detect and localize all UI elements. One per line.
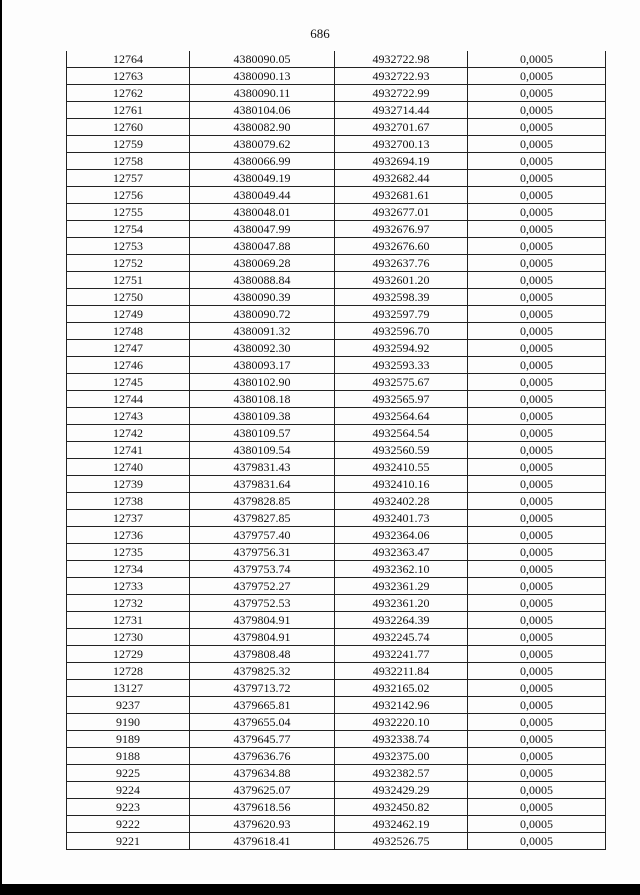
table-row xyxy=(67,187,606,204)
y-coordinate-cell: 4932714.44 xyxy=(335,102,468,119)
point-id-cell: 12733 xyxy=(67,578,190,595)
table-row xyxy=(67,459,606,476)
point-id-cell: 12759 xyxy=(67,136,190,153)
value-cell: 0,0005 xyxy=(468,374,606,391)
table-row xyxy=(67,493,606,510)
value-cell: 0,0005 xyxy=(468,323,606,340)
table-row xyxy=(67,357,606,374)
y-coordinate-cell: 4932575.67 xyxy=(335,374,468,391)
table-row xyxy=(67,272,606,289)
value-cell: 0,0005 xyxy=(468,340,606,357)
value-cell: 0,0005 xyxy=(468,646,606,663)
value-cell: 0,0005 xyxy=(468,51,606,68)
x-coordinate-cell: 4379753.74 xyxy=(190,561,335,578)
value-cell: 0,0005 xyxy=(468,119,606,136)
x-coordinate-cell: 4379804.91 xyxy=(190,612,335,629)
point-id-cell: 12751 xyxy=(67,272,190,289)
table-row xyxy=(67,731,606,748)
value-cell: 0,0005 xyxy=(468,799,606,816)
y-coordinate-cell: 4932564.54 xyxy=(335,425,468,442)
table-row xyxy=(67,85,606,102)
value-cell: 0,0005 xyxy=(468,425,606,442)
y-coordinate-cell: 4932410.16 xyxy=(335,476,468,493)
value-cell: 0,0005 xyxy=(468,765,606,782)
x-coordinate-cell: 4379808.48 xyxy=(190,646,335,663)
scan-left-border xyxy=(0,0,2,895)
x-coordinate-cell: 4380090.13 xyxy=(190,68,335,85)
value-cell: 0,0005 xyxy=(468,153,606,170)
y-coordinate-cell: 4932694.19 xyxy=(335,153,468,170)
point-id-cell: 12755 xyxy=(67,204,190,221)
table-row xyxy=(67,612,606,629)
point-id-cell: 12752 xyxy=(67,255,190,272)
table-row xyxy=(67,323,606,340)
x-coordinate-cell: 4379645.77 xyxy=(190,731,335,748)
point-id-cell: 12741 xyxy=(67,442,190,459)
y-coordinate-cell: 4932450.82 xyxy=(335,799,468,816)
x-coordinate-cell: 4380092.30 xyxy=(190,340,335,357)
table-row xyxy=(67,663,606,680)
value-cell: 0,0005 xyxy=(468,102,606,119)
y-coordinate-cell: 4932364.06 xyxy=(335,527,468,544)
y-coordinate-cell: 4932681.61 xyxy=(335,187,468,204)
point-id-cell: 9237 xyxy=(67,697,190,714)
y-coordinate-cell: 4932700.13 xyxy=(335,136,468,153)
y-coordinate-cell: 4932676.97 xyxy=(335,221,468,238)
x-coordinate-cell: 4380047.88 xyxy=(190,238,335,255)
table-row xyxy=(67,833,606,850)
x-coordinate-cell: 4379618.41 xyxy=(190,833,335,850)
point-id-cell: 12758 xyxy=(67,153,190,170)
table-row xyxy=(67,391,606,408)
value-cell: 0,0005 xyxy=(468,221,606,238)
point-id-cell: 9190 xyxy=(67,714,190,731)
x-coordinate-cell: 4379620.93 xyxy=(190,816,335,833)
scan-bottom-border xyxy=(0,884,640,895)
y-coordinate-cell: 4932564.64 xyxy=(335,408,468,425)
y-coordinate-cell: 4932361.20 xyxy=(335,595,468,612)
point-id-cell: 9221 xyxy=(67,833,190,850)
table-row xyxy=(67,527,606,544)
x-coordinate-cell: 4379831.64 xyxy=(190,476,335,493)
value-cell: 0,0005 xyxy=(468,680,606,697)
point-id-cell: 12761 xyxy=(67,102,190,119)
x-coordinate-cell: 4380066.99 xyxy=(190,153,335,170)
point-id-cell: 12760 xyxy=(67,119,190,136)
x-coordinate-cell: 4380104.06 xyxy=(190,102,335,119)
point-id-cell: 12737 xyxy=(67,510,190,527)
point-id-cell: 12735 xyxy=(67,544,190,561)
table-row xyxy=(67,425,606,442)
value-cell: 0,0005 xyxy=(468,544,606,561)
point-id-cell: 9223 xyxy=(67,799,190,816)
y-coordinate-cell: 4932593.33 xyxy=(335,357,468,374)
x-coordinate-cell: 4380049.19 xyxy=(190,170,335,187)
x-coordinate-cell: 4380093.17 xyxy=(190,357,335,374)
x-coordinate-cell: 4380090.05 xyxy=(190,51,335,68)
x-coordinate-cell: 4380090.39 xyxy=(190,289,335,306)
value-cell: 0,0005 xyxy=(468,510,606,527)
value-cell: 0,0005 xyxy=(468,527,606,544)
table-row xyxy=(67,102,606,119)
table-row xyxy=(67,476,606,493)
x-coordinate-cell: 4379636.76 xyxy=(190,748,335,765)
value-cell: 0,0005 xyxy=(468,714,606,731)
y-coordinate-cell: 4932722.99 xyxy=(335,85,468,102)
x-coordinate-cell: 4380069.28 xyxy=(190,255,335,272)
table-row xyxy=(67,255,606,272)
x-coordinate-cell: 4379825.32 xyxy=(190,663,335,680)
point-id-cell: 12747 xyxy=(67,340,190,357)
table-row xyxy=(67,170,606,187)
y-coordinate-cell: 4932245.74 xyxy=(335,629,468,646)
point-id-cell: 13127 xyxy=(67,680,190,697)
x-coordinate-cell: 4380047.99 xyxy=(190,221,335,238)
y-coordinate-cell: 4932560.59 xyxy=(335,442,468,459)
table-row xyxy=(67,544,606,561)
point-id-cell: 12756 xyxy=(67,187,190,204)
y-coordinate-cell: 4932676.60 xyxy=(335,238,468,255)
y-coordinate-cell: 4932402.28 xyxy=(335,493,468,510)
point-id-cell: 12742 xyxy=(67,425,190,442)
y-coordinate-cell: 4932429.29 xyxy=(335,782,468,799)
y-coordinate-cell: 4932701.67 xyxy=(335,119,468,136)
y-coordinate-cell: 4932637.76 xyxy=(335,255,468,272)
point-id-cell: 12763 xyxy=(67,68,190,85)
point-id-cell: 12745 xyxy=(67,374,190,391)
value-cell: 0,0005 xyxy=(468,833,606,850)
value-cell: 0,0005 xyxy=(468,204,606,221)
table-row xyxy=(67,510,606,527)
table-row xyxy=(67,595,606,612)
point-id-cell: 12762 xyxy=(67,85,190,102)
y-coordinate-cell: 4932598.39 xyxy=(335,289,468,306)
value-cell: 0,0005 xyxy=(468,595,606,612)
point-id-cell: 12749 xyxy=(67,306,190,323)
y-coordinate-cell: 4932462.19 xyxy=(335,816,468,833)
table-row xyxy=(67,289,606,306)
point-id-cell: 12729 xyxy=(67,646,190,663)
table-row xyxy=(67,238,606,255)
page-number: 686 xyxy=(310,26,330,41)
value-cell: 0,0005 xyxy=(468,459,606,476)
point-id-cell: 12739 xyxy=(67,476,190,493)
point-id-cell: 9222 xyxy=(67,816,190,833)
y-coordinate-cell: 4932361.29 xyxy=(335,578,468,595)
value-cell: 0,0005 xyxy=(468,663,606,680)
coordinates-table xyxy=(66,51,606,850)
table-row xyxy=(67,119,606,136)
value-cell: 0,0005 xyxy=(468,68,606,85)
point-id-cell: 12732 xyxy=(67,595,190,612)
point-id-cell: 9224 xyxy=(67,782,190,799)
y-coordinate-cell: 4932241.77 xyxy=(335,646,468,663)
table-row xyxy=(67,408,606,425)
x-coordinate-cell: 4379713.72 xyxy=(190,680,335,697)
table-row xyxy=(67,153,606,170)
x-coordinate-cell: 4380082.90 xyxy=(190,119,335,136)
table-row xyxy=(67,697,606,714)
point-id-cell: 12730 xyxy=(67,629,190,646)
y-coordinate-cell: 4932722.98 xyxy=(335,51,468,68)
value-cell: 0,0005 xyxy=(468,408,606,425)
y-coordinate-cell: 4932722.93 xyxy=(335,68,468,85)
point-id-cell: 12728 xyxy=(67,663,190,680)
x-coordinate-cell: 4379618.56 xyxy=(190,799,335,816)
value-cell: 0,0005 xyxy=(468,306,606,323)
x-coordinate-cell: 4380108.18 xyxy=(190,391,335,408)
x-coordinate-cell: 4379757.40 xyxy=(190,527,335,544)
y-coordinate-cell: 4932338.74 xyxy=(335,731,468,748)
table-row xyxy=(67,442,606,459)
point-id-cell: 12748 xyxy=(67,323,190,340)
table-row xyxy=(67,204,606,221)
x-coordinate-cell: 4380048.01 xyxy=(190,204,335,221)
x-coordinate-cell: 4379756.31 xyxy=(190,544,335,561)
value-cell: 0,0005 xyxy=(468,748,606,765)
y-coordinate-cell: 4932597.79 xyxy=(335,306,468,323)
point-id-cell: 12746 xyxy=(67,357,190,374)
x-coordinate-cell: 4379665.81 xyxy=(190,697,335,714)
y-coordinate-cell: 4932264.39 xyxy=(335,612,468,629)
y-coordinate-cell: 4932596.70 xyxy=(335,323,468,340)
point-id-cell: 12738 xyxy=(67,493,190,510)
point-id-cell: 9188 xyxy=(67,748,190,765)
table-row xyxy=(67,374,606,391)
value-cell: 0,0005 xyxy=(468,187,606,204)
point-id-cell: 9189 xyxy=(67,731,190,748)
value-cell: 0,0005 xyxy=(468,697,606,714)
table-row xyxy=(67,629,606,646)
point-id-cell: 12736 xyxy=(67,527,190,544)
table-row xyxy=(67,561,606,578)
y-coordinate-cell: 4932363.47 xyxy=(335,544,468,561)
point-id-cell: 12757 xyxy=(67,170,190,187)
value-cell: 0,0005 xyxy=(468,85,606,102)
y-coordinate-cell: 4932220.10 xyxy=(335,714,468,731)
value-cell: 0,0005 xyxy=(468,782,606,799)
y-coordinate-cell: 4932526.75 xyxy=(335,833,468,850)
y-coordinate-cell: 4932211.84 xyxy=(335,663,468,680)
y-coordinate-cell: 4932165.02 xyxy=(335,680,468,697)
x-coordinate-cell: 4380109.57 xyxy=(190,425,335,442)
value-cell: 0,0005 xyxy=(468,357,606,374)
value-cell: 0,0005 xyxy=(468,731,606,748)
value-cell: 0,0005 xyxy=(468,238,606,255)
x-coordinate-cell: 4380109.38 xyxy=(190,408,335,425)
x-coordinate-cell: 4379625.07 xyxy=(190,782,335,799)
point-id-cell: 12754 xyxy=(67,221,190,238)
value-cell: 0,0005 xyxy=(468,493,606,510)
x-coordinate-cell: 4379827.85 xyxy=(190,510,335,527)
table-row xyxy=(67,68,606,85)
x-coordinate-cell: 4379828.85 xyxy=(190,493,335,510)
table-row xyxy=(67,748,606,765)
x-coordinate-cell: 4380102.90 xyxy=(190,374,335,391)
table-row xyxy=(67,51,606,68)
y-coordinate-cell: 4932401.73 xyxy=(335,510,468,527)
table-row xyxy=(67,816,606,833)
y-coordinate-cell: 4932682.44 xyxy=(335,170,468,187)
table-row xyxy=(67,578,606,595)
table-row xyxy=(67,221,606,238)
y-coordinate-cell: 4932601.20 xyxy=(335,272,468,289)
y-coordinate-cell: 4932565.97 xyxy=(335,391,468,408)
x-coordinate-cell: 4379752.27 xyxy=(190,578,335,595)
table-row xyxy=(67,136,606,153)
y-coordinate-cell: 4932142.96 xyxy=(335,697,468,714)
table-row xyxy=(67,714,606,731)
value-cell: 0,0005 xyxy=(468,476,606,493)
point-id-cell: 12750 xyxy=(67,289,190,306)
x-coordinate-cell: 4379655.04 xyxy=(190,714,335,731)
x-coordinate-cell: 4379634.88 xyxy=(190,765,335,782)
y-coordinate-cell: 4932677.01 xyxy=(335,204,468,221)
value-cell: 0,0005 xyxy=(468,578,606,595)
table-row xyxy=(67,799,606,816)
x-coordinate-cell: 4379831.43 xyxy=(190,459,335,476)
point-id-cell: 12734 xyxy=(67,561,190,578)
point-id-cell: 12731 xyxy=(67,612,190,629)
y-coordinate-cell: 4932362.10 xyxy=(335,561,468,578)
point-id-cell: 12740 xyxy=(67,459,190,476)
x-coordinate-cell: 4380049.44 xyxy=(190,187,335,204)
value-cell: 0,0005 xyxy=(468,272,606,289)
y-coordinate-cell: 4932382.57 xyxy=(335,765,468,782)
value-cell: 0,0005 xyxy=(468,612,606,629)
y-coordinate-cell: 4932594.92 xyxy=(335,340,468,357)
table-row xyxy=(67,680,606,697)
value-cell: 0,0005 xyxy=(468,816,606,833)
value-cell: 0,0005 xyxy=(468,255,606,272)
x-coordinate-cell: 4379752.53 xyxy=(190,595,335,612)
value-cell: 0,0005 xyxy=(468,561,606,578)
table-row xyxy=(67,646,606,663)
x-coordinate-cell: 4380090.72 xyxy=(190,306,335,323)
value-cell: 0,0005 xyxy=(468,136,606,153)
point-id-cell: 12743 xyxy=(67,408,190,425)
table-row xyxy=(67,340,606,357)
x-coordinate-cell: 4380109.54 xyxy=(190,442,335,459)
x-coordinate-cell: 4380090.11 xyxy=(190,85,335,102)
point-id-cell: 9225 xyxy=(67,765,190,782)
y-coordinate-cell: 4932375.00 xyxy=(335,748,468,765)
x-coordinate-cell: 4379804.91 xyxy=(190,629,335,646)
point-id-cell: 12764 xyxy=(67,51,190,68)
point-id-cell: 12744 xyxy=(67,391,190,408)
value-cell: 0,0005 xyxy=(468,170,606,187)
x-coordinate-cell: 4380079.62 xyxy=(190,136,335,153)
x-coordinate-cell: 4380091.32 xyxy=(190,323,335,340)
table-row xyxy=(67,765,606,782)
value-cell: 0,0005 xyxy=(468,391,606,408)
table-row xyxy=(67,782,606,799)
table-row xyxy=(67,306,606,323)
value-cell: 0,0005 xyxy=(468,442,606,459)
x-coordinate-cell: 4380088.84 xyxy=(190,272,335,289)
y-coordinate-cell: 4932410.55 xyxy=(335,459,468,476)
value-cell: 0,0005 xyxy=(468,629,606,646)
point-id-cell: 12753 xyxy=(67,238,190,255)
value-cell: 0,0005 xyxy=(468,289,606,306)
